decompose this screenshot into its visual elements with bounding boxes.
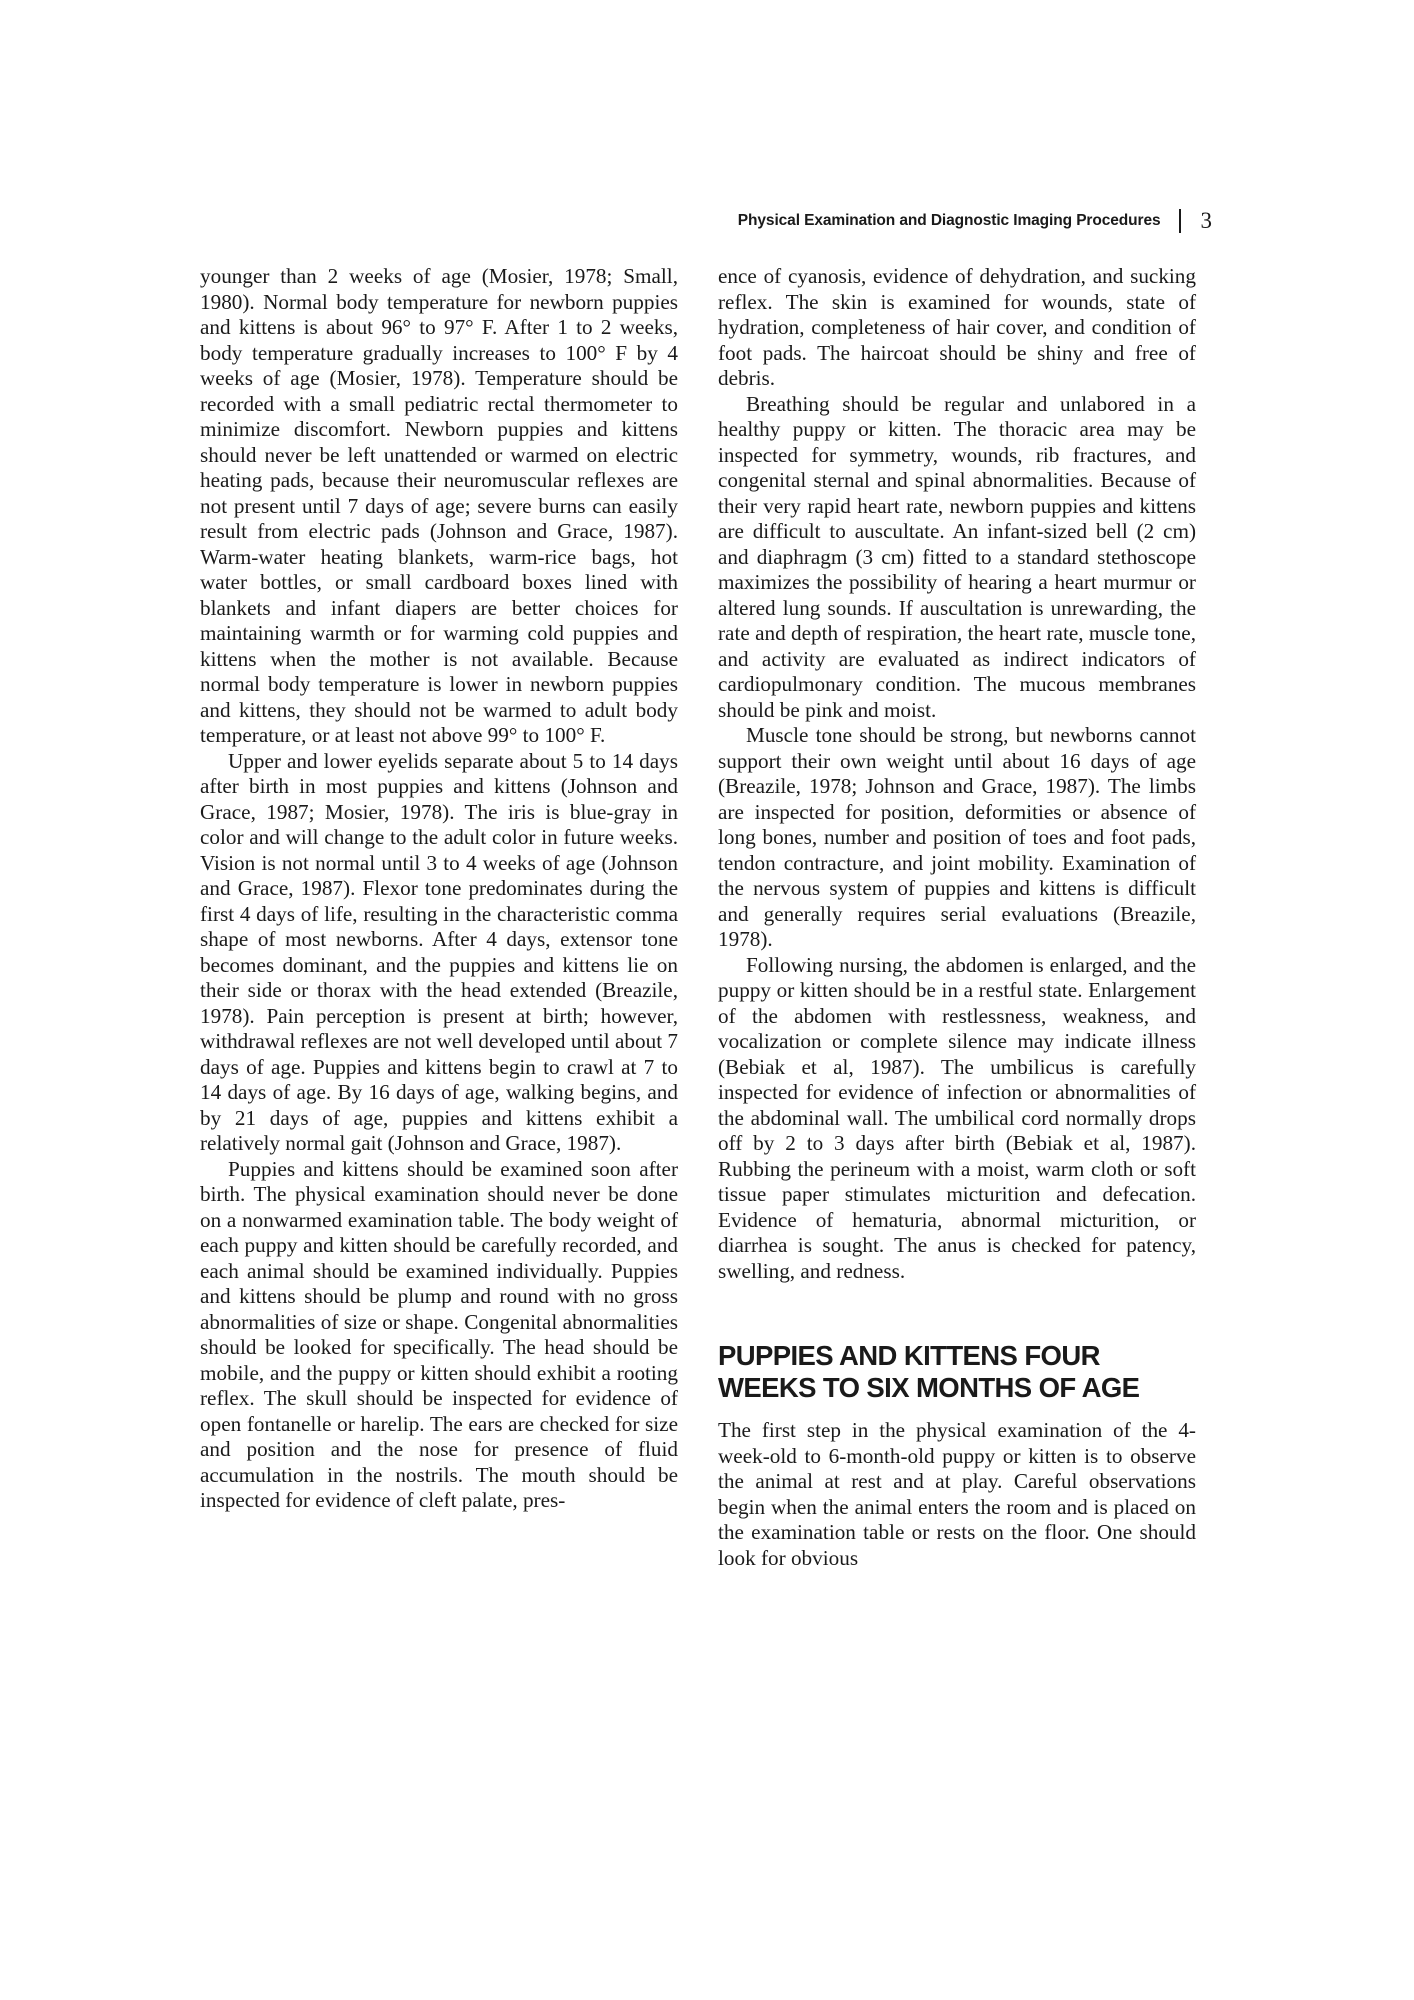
right-column xyxy=(718,264,1196,1571)
running-head-title: Physical Examination and Diagnostic Imaging Procedures xyxy=(737,212,1161,229)
running-head xyxy=(702,206,1212,236)
section-heading: PUPPIES AND KITTENS FOUR WEEKS TO SIX MONTHS OF AGE xyxy=(718,1340,1140,1403)
left-column xyxy=(200,264,678,1514)
body-paragraph: Muscle tone should be strong, but newborns cannot support their own weight until about 16 days of age (Breazile, 1978; Johnson and Grace, 1987). The limbs are inspected for position, deformities or absence of long bones, number and position of toes and foot pads, tendon contracture, and joint mobility. Examination of the nervous system of puppies and kittens is difficult and generally requires serial evaluations (Breazile, 1978). xyxy=(718,723,1196,951)
body-paragraph: Puppies and kittens should be examined soon after birth. The physical examination should never be done on a nonwarmed examination table. The body weight of each puppy and kitten should be carefully recorded, and each animal should be examined individually. Puppies and kittens should be plump and round with no gross abnormalities of size or shape. Congenital abnormalities should be looked for specifically. The head should be mobile, and the puppy or kitten should exhibit a rooting reflex. The skull should be inspected for evidence of open fontanelle or harelip. The ears are checked for size and position and the nose for presence of fluid accumulation in the nostrils. The mouth should be inspected for evidence of cleft palate, pres- xyxy=(200,1156,678,1512)
body-paragraph: ence of cyanosis, evidence of dehydration, and sucking reflex. The skin is examined for wounds, state of hydration, completeness of hair cover, and condition of foot pads. The haircoat should be shiny and free of debris. xyxy=(718,264,1196,390)
body-paragraph: Breathing should be regular and unlabored in a healthy puppy or kitten. The thoracic area may be inspected for symmetry, wounds, rib fractures, and congenital sternal and spinal abnormalities. Because of their very rapid heart rate, newborn puppies and kittens are difficult to auscultate. An infant-sized bell (2 cm) and diaphragm (3 cm) fitted to a standard stethoscope maximizes the possibility of hearing a heart murmur or altered lung sounds. If auscultation is unrewarding, the rate and depth of respiration, the heart rate, muscle tone, and activity are evaluated as indirect indicators of cardiopulmonary condition. The mucous membranes should be pink and moist. xyxy=(718,391,1196,722)
section-first-paragraph: The first step in the physical examination of the 4-week-old to 6-month-old puppy or kitten is to observe the animal at rest and at play. Careful observations begin when the animal enters the room and is placed on the examination table or rests on the floor. One should look for obvious xyxy=(718,1418,1196,1570)
running-head-divider xyxy=(1179,209,1181,233)
body-paragraph: younger than 2 weeks of age (Mosier, 1978; Small, 1980). Normal body temperature for newborn puppies and kittens is about 96° to 97° F. After 1 to 2 weeks, body temperature gradually increases to 100° F by 4 weeks of age (Mosier, 1978). Temperature should be recorded with a small pediatric rectal thermometer to minimize discomfort. Newborn puppies and kittens should never be left unattended or warmed on electric heating pads, because their neuromuscular reflexes are not present until 7 days of age; severe burns can easily result from electric pads (Johnson and Grace, 1987). Warm-water heating blankets, warm-rice bags, hot water bottles, or small cardboard boxes lined with blankets and infant diapers are better choices for maintaining warmth or for warming cold puppies and kittens when the mother is not available. Because normal body temperature is lower in newborn puppies and kittens, they should not be warmed to adult body temperature, or at least not above 99° to 100° F. xyxy=(200,264,678,747)
page-number: 3 xyxy=(1200,208,1212,233)
body-paragraph: Upper and lower eyelids separate about 5 to 14 days after birth in most puppies and kittens (Johnson and Grace, 1987; Mosier, 1978). The iris is blue-gray in color and will change to the adult color in future weeks. Vision is not normal until 3 to 4 weeks of age (Johnson and Grace, 1987). Flexor tone predominates during the first 4 days of life, resulting in the characteristic comma shape of most newborns. After 4 days, extensor tone becomes dominant, and the puppies and kittens lie on their side or thorax with the head extended (Breazile, 1978). Pain perception is present at birth; however, withdrawal reflexes are not well developed until about 7 days of age. Puppies and kittens begin to crawl at 7 to 14 days of age. By 16 days of age, walking begins, and by 21 days of age, puppies and kittens exhibit a relatively normal gait (Johnson and Grace, 1987). xyxy=(200,748,678,1155)
body-paragraph: Following nursing, the abdomen is enlarged, and the puppy or kitten should be in a restful state. Enlargement of the abdomen with restlessness, weakness, and vocalization or complete silence may indicate illness (Bebiak et al, 1987). The umbilicus is carefully inspected for evidence of infection or abnormalities of the abdominal wall. The umbilical cord normally drops off by 2 to 3 days after birth (Bebiak et al, 1987). Rubbing the perineum with a moist, warm cloth or soft tissue paper stimulates micturition and defecation. Evidence of hematuria, abnormal micturition, or diarrhea is sought. The anus is checked for patency, swelling, and redness. xyxy=(718,952,1196,1283)
